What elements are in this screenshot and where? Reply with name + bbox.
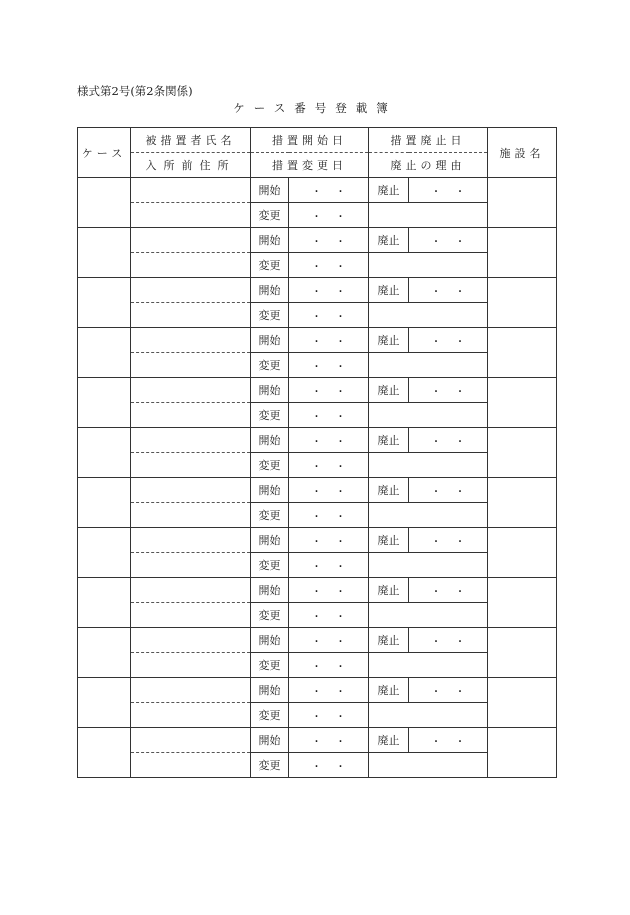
record-row-change [78, 503, 557, 528]
end-date-cell[interactable] [409, 428, 488, 453]
date-separator: ・ [335, 561, 346, 573]
date-separator: ・ [455, 686, 465, 698]
abolish-label: 廃止 [369, 428, 409, 453]
record-row-start [78, 678, 557, 703]
date-separator: ・ [311, 636, 322, 648]
date-separator: ・ [335, 261, 346, 273]
change-date-cell[interactable] [289, 753, 369, 778]
date-separator: ・ [311, 436, 322, 448]
start-date-cell[interactable] [289, 328, 369, 353]
date-separator: ・ [335, 436, 346, 448]
date-separator: ・ [431, 536, 441, 548]
date-separator: ・ [311, 586, 322, 598]
record-row-start [78, 228, 557, 253]
case-number-cell[interactable] [78, 278, 131, 328]
record-row-start [78, 278, 557, 303]
start-label: 開始 [251, 628, 289, 653]
end-reason-cell[interactable] [369, 653, 488, 678]
change-date-cell[interactable] [289, 553, 369, 578]
end-date-cell[interactable] [409, 478, 488, 503]
record-row-change [78, 703, 557, 728]
end-date-cell[interactable] [409, 328, 488, 353]
record-row-change [78, 453, 557, 478]
header-case: ケース [78, 128, 131, 178]
name-cell[interactable] [131, 678, 251, 703]
start-date-cell[interactable] [289, 678, 369, 703]
date-separator: ・ [455, 436, 465, 448]
record-row-start [78, 378, 557, 403]
change-label: 変更 [251, 603, 289, 628]
case-number-cell[interactable] [78, 528, 131, 578]
date-separator: ・ [335, 186, 346, 198]
change-date-cell[interactable] [289, 303, 369, 328]
start-date-cell[interactable] [289, 228, 369, 253]
address-cell[interactable] [131, 553, 251, 578]
start-label: 開始 [251, 378, 289, 403]
date-separator: ・ [431, 286, 441, 298]
facility-cell[interactable] [488, 528, 557, 578]
case-number-cell[interactable] [78, 728, 131, 778]
end-date-cell[interactable] [409, 728, 488, 753]
record-row-change [78, 353, 557, 378]
record-row-start [78, 728, 557, 753]
address-cell[interactable] [131, 403, 251, 428]
date-separator: ・ [335, 411, 346, 423]
change-label: 変更 [251, 203, 289, 228]
date-separator: ・ [455, 386, 465, 398]
abolish-label: 廃止 [369, 228, 409, 253]
date-separator: ・ [455, 186, 465, 198]
case-number-cell[interactable] [78, 378, 131, 428]
date-separator: ・ [311, 711, 322, 723]
address-cell[interactable] [131, 203, 251, 228]
abolish-label: 廃止 [369, 628, 409, 653]
record-row-change [78, 253, 557, 278]
record-row-start [78, 578, 557, 603]
date-separator: ・ [335, 661, 346, 673]
date-separator: ・ [311, 736, 322, 748]
end-reason-cell[interactable] [369, 553, 488, 578]
abolish-label: 廃止 [369, 378, 409, 403]
start-date-cell[interactable] [289, 578, 369, 603]
date-separator: ・ [311, 211, 322, 223]
address-cell[interactable] [131, 353, 251, 378]
change-date-cell[interactable] [289, 203, 369, 228]
date-separator: ・ [335, 211, 346, 223]
date-separator: ・ [311, 186, 322, 198]
case-number-cell[interactable] [78, 428, 131, 478]
date-separator: ・ [311, 461, 322, 473]
date-separator: ・ [455, 736, 465, 748]
change-date-cell[interactable] [289, 653, 369, 678]
abolish-label: 廃止 [369, 328, 409, 353]
record-row-change [78, 653, 557, 678]
date-separator: ・ [335, 461, 346, 473]
end-date-cell[interactable] [409, 528, 488, 553]
date-separator: ・ [311, 236, 322, 248]
abolish-label: 廃止 [369, 528, 409, 553]
date-separator: ・ [431, 386, 441, 398]
start-label: 開始 [251, 228, 289, 253]
case-number-cell[interactable] [78, 628, 131, 678]
date-separator: ・ [335, 386, 346, 398]
start-label: 開始 [251, 278, 289, 303]
header-end-date: 措置廃止日 [369, 128, 488, 153]
end-reason-cell[interactable] [369, 253, 488, 278]
start-date-cell[interactable] [289, 728, 369, 753]
date-separator: ・ [335, 536, 346, 548]
date-separator: ・ [431, 686, 441, 698]
end-date-cell[interactable] [409, 228, 488, 253]
address-cell[interactable] [131, 453, 251, 478]
start-label: 開始 [251, 728, 289, 753]
date-separator: ・ [431, 186, 441, 198]
abolish-label: 廃止 [369, 178, 409, 203]
end-reason-cell[interactable] [369, 453, 488, 478]
start-label: 開始 [251, 478, 289, 503]
date-separator: ・ [335, 686, 346, 698]
change-date-cell[interactable] [289, 603, 369, 628]
start-date-cell[interactable] [289, 378, 369, 403]
date-separator: ・ [455, 586, 465, 598]
record-row-start [78, 628, 557, 653]
start-label: 開始 [251, 528, 289, 553]
address-cell[interactable] [131, 753, 251, 778]
date-separator: ・ [335, 336, 346, 348]
header-start-date: 措置開始日 [251, 128, 369, 153]
case-number-cell[interactable] [78, 328, 131, 378]
header-row-1 [78, 128, 557, 153]
start-date-cell[interactable] [289, 428, 369, 453]
end-date-cell[interactable] [409, 678, 488, 703]
end-date-cell[interactable] [409, 178, 488, 203]
record-row-start [78, 328, 557, 353]
date-separator: ・ [335, 586, 346, 598]
change-label: 変更 [251, 253, 289, 278]
date-separator: ・ [335, 311, 346, 323]
abolish-label: 廃止 [369, 478, 409, 503]
date-separator: ・ [311, 661, 322, 673]
record-row-change [78, 403, 557, 428]
record-row-start [78, 478, 557, 503]
name-cell[interactable] [131, 578, 251, 603]
header-facility: 施設名 [488, 128, 557, 178]
form-number: 様式第2号(第2条関係) [77, 84, 193, 98]
record-row-change [78, 553, 557, 578]
end-reason-cell[interactable] [369, 753, 488, 778]
start-label: 開始 [251, 328, 289, 353]
date-separator: ・ [311, 261, 322, 273]
date-separator: ・ [431, 636, 441, 648]
end-date-cell[interactable] [409, 278, 488, 303]
case-number-cell[interactable] [78, 578, 131, 628]
end-reason-cell[interactable] [369, 353, 488, 378]
change-date-cell[interactable] [289, 503, 369, 528]
address-cell[interactable] [131, 303, 251, 328]
start-label: 開始 [251, 428, 289, 453]
header-address: 入所前住所 [131, 153, 251, 178]
facility-cell[interactable] [488, 228, 557, 278]
record-row-change [78, 303, 557, 328]
header-row-2 [78, 153, 557, 178]
abolish-label: 廃止 [369, 678, 409, 703]
date-separator: ・ [311, 761, 322, 773]
abolish-label: 廃止 [369, 578, 409, 603]
start-date-cell[interactable] [289, 478, 369, 503]
end-date-cell[interactable] [409, 628, 488, 653]
end-reason-cell[interactable] [369, 303, 488, 328]
change-date-cell[interactable] [289, 253, 369, 278]
facility-cell[interactable] [488, 578, 557, 628]
change-label: 変更 [251, 353, 289, 378]
name-cell[interactable] [131, 528, 251, 553]
address-cell[interactable] [131, 253, 251, 278]
change-date-cell[interactable] [289, 703, 369, 728]
start-label: 開始 [251, 578, 289, 603]
end-reason-cell[interactable] [369, 503, 488, 528]
date-separator: ・ [455, 286, 465, 298]
abolish-label: 廃止 [369, 728, 409, 753]
start-date-cell[interactable] [289, 278, 369, 303]
end-reason-cell[interactable] [369, 703, 488, 728]
date-separator: ・ [455, 636, 465, 648]
date-separator: ・ [311, 511, 322, 523]
date-separator: ・ [335, 236, 346, 248]
case-number-cell[interactable] [78, 228, 131, 278]
date-separator: ・ [455, 536, 465, 548]
start-label: 開始 [251, 678, 289, 703]
date-separator: ・ [431, 236, 441, 248]
start-date-cell[interactable] [289, 528, 369, 553]
address-cell[interactable] [131, 653, 251, 678]
date-separator: ・ [431, 586, 441, 598]
date-separator: ・ [455, 236, 465, 248]
change-label: 変更 [251, 453, 289, 478]
name-cell[interactable] [131, 378, 251, 403]
record-row-change [78, 603, 557, 628]
date-separator: ・ [335, 286, 346, 298]
date-separator: ・ [311, 336, 322, 348]
date-separator: ・ [311, 361, 322, 373]
date-separator: ・ [311, 486, 322, 498]
start-date-cell[interactable] [289, 178, 369, 203]
change-label: 変更 [251, 553, 289, 578]
date-separator: ・ [335, 611, 346, 623]
end-date-cell[interactable] [409, 378, 488, 403]
name-cell[interactable] [131, 328, 251, 353]
facility-cell[interactable] [488, 728, 557, 778]
name-cell[interactable] [131, 728, 251, 753]
header-change-date: 措置変更日 [251, 153, 369, 178]
date-separator: ・ [431, 736, 441, 748]
date-separator: ・ [335, 736, 346, 748]
name-cell[interactable] [131, 228, 251, 253]
case-number-cell[interactable] [78, 478, 131, 528]
date-separator: ・ [455, 336, 465, 348]
facility-cell[interactable] [488, 378, 557, 428]
date-separator: ・ [311, 611, 322, 623]
facility-cell[interactable] [488, 178, 557, 228]
facility-cell[interactable] [488, 678, 557, 728]
change-label: 変更 [251, 303, 289, 328]
address-cell[interactable] [131, 603, 251, 628]
change-label: 変更 [251, 503, 289, 528]
record-row-change [78, 753, 557, 778]
record-row-start [78, 428, 557, 453]
end-reason-cell[interactable] [369, 603, 488, 628]
facility-cell[interactable] [488, 478, 557, 528]
page-title: ケース番号登載簿 [233, 101, 397, 115]
header-end-reason: 廃止の理由 [369, 153, 488, 178]
date-separator: ・ [455, 486, 465, 498]
facility-cell[interactable] [488, 628, 557, 678]
facility-cell[interactable] [488, 328, 557, 378]
change-date-cell[interactable] [289, 453, 369, 478]
date-separator: ・ [311, 411, 322, 423]
date-separator: ・ [335, 761, 346, 773]
record-row-change [78, 203, 557, 228]
case-number-cell[interactable] [78, 678, 131, 728]
address-cell[interactable] [131, 503, 251, 528]
date-separator: ・ [431, 436, 441, 448]
record-row-start [78, 178, 557, 203]
date-separator: ・ [335, 711, 346, 723]
date-separator: ・ [311, 311, 322, 323]
change-label: 変更 [251, 753, 289, 778]
case-register-table [77, 127, 557, 778]
name-cell[interactable] [131, 428, 251, 453]
date-separator: ・ [431, 486, 441, 498]
header-name: 被措置者氏名 [131, 128, 251, 153]
date-separator: ・ [311, 561, 322, 573]
abolish-label: 廃止 [369, 278, 409, 303]
change-date-cell[interactable] [289, 403, 369, 428]
start-date-cell[interactable] [289, 628, 369, 653]
end-reason-cell[interactable] [369, 403, 488, 428]
date-separator: ・ [311, 536, 322, 548]
date-separator: ・ [335, 361, 346, 373]
name-cell[interactable] [131, 278, 251, 303]
date-separator: ・ [311, 386, 322, 398]
case-number-cell[interactable] [78, 178, 131, 228]
date-separator: ・ [335, 511, 346, 523]
address-cell[interactable] [131, 703, 251, 728]
change-label: 変更 [251, 653, 289, 678]
date-separator: ・ [431, 336, 441, 348]
date-separator: ・ [311, 286, 322, 298]
name-cell[interactable] [131, 478, 251, 503]
change-date-cell[interactable] [289, 353, 369, 378]
record-row-start [78, 528, 557, 553]
date-separator: ・ [311, 686, 322, 698]
change-label: 変更 [251, 703, 289, 728]
name-cell[interactable] [131, 178, 251, 203]
facility-cell[interactable] [488, 428, 557, 478]
date-separator: ・ [335, 636, 346, 648]
change-label: 変更 [251, 403, 289, 428]
end-reason-cell[interactable] [369, 203, 488, 228]
name-cell[interactable] [131, 628, 251, 653]
facility-cell[interactable] [488, 278, 557, 328]
start-label: 開始 [251, 178, 289, 203]
end-date-cell[interactable] [409, 578, 488, 603]
date-separator: ・ [335, 486, 346, 498]
